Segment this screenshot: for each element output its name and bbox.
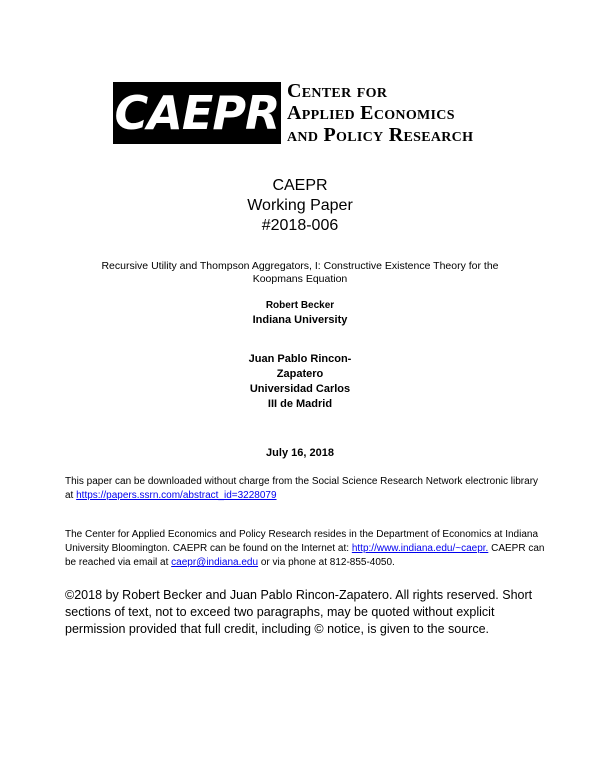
caepr-email-link[interactable]: caepr@indiana.edu [171, 557, 259, 568]
wp-org: CAEPR [272, 177, 328, 194]
center-info-text-3: or via phone at 812-855-4050. [258, 557, 395, 568]
author-1 [0, 298, 600, 328]
author-2-name-line-2: Zapatero [276, 368, 324, 380]
author-1-name: Robert Becker [265, 300, 335, 311]
caepr-website-link[interactable]: http://www.indiana.edu/~caepr. [351, 543, 489, 554]
paper-date: July 16, 2018 [266, 447, 334, 459]
download-text: This paper can be downloaded without charge from the Social Science Research Network electronic library at [65, 476, 539, 501]
center-info-text-1: The Center for Applied Economics and Policy Research resides in the Department of Economics at Indiana University Bloomington. CAEPR can be found on the Internet at: [65, 529, 539, 554]
logo-line-2: Applied Economics [287, 102, 455, 124]
center-info-paragraph [65, 528, 545, 570]
copyright-notice: ©2018 by Robert Becker and Juan Pablo Rincon-Zapatero. All rights reserved. Short sections of text, not to exceed two paragraphs, may be quoted without explicit permission provided that full credit, including © notice, is given to the source. [65, 588, 533, 636]
author-2 [0, 352, 600, 412]
download-paragraph [65, 475, 545, 503]
wp-label: Working Paper [247, 197, 353, 214]
author-1-affiliation: Indiana University [252, 314, 348, 326]
author-2-affiliation-line-1: Universidad Carlos [249, 383, 351, 395]
logo-line-1: Center for [287, 80, 388, 102]
working-paper-heading [0, 176, 600, 236]
center-info-text-2: CAEPR can be reached via email at [65, 543, 545, 568]
caepr-logo-text [287, 80, 517, 146]
author-2-name-line-1: Juan Pablo Rincon- [248, 353, 352, 365]
paper-title: Recursive Utility and Thompson Aggregators, I: Constructive Existence Theory for the Koopmans Equation [101, 260, 499, 285]
wp-number: #2018-006 [261, 217, 339, 234]
logo-line-3: and Policy Research [287, 124, 474, 146]
author-2-affiliation-line-2: III de Madrid [267, 398, 333, 410]
ssrn-link[interactable]: https://papers.ssrn.com/abstract_id=3228079 [76, 490, 277, 501]
caepr-logo-mark: CAEPR [113, 82, 281, 144]
